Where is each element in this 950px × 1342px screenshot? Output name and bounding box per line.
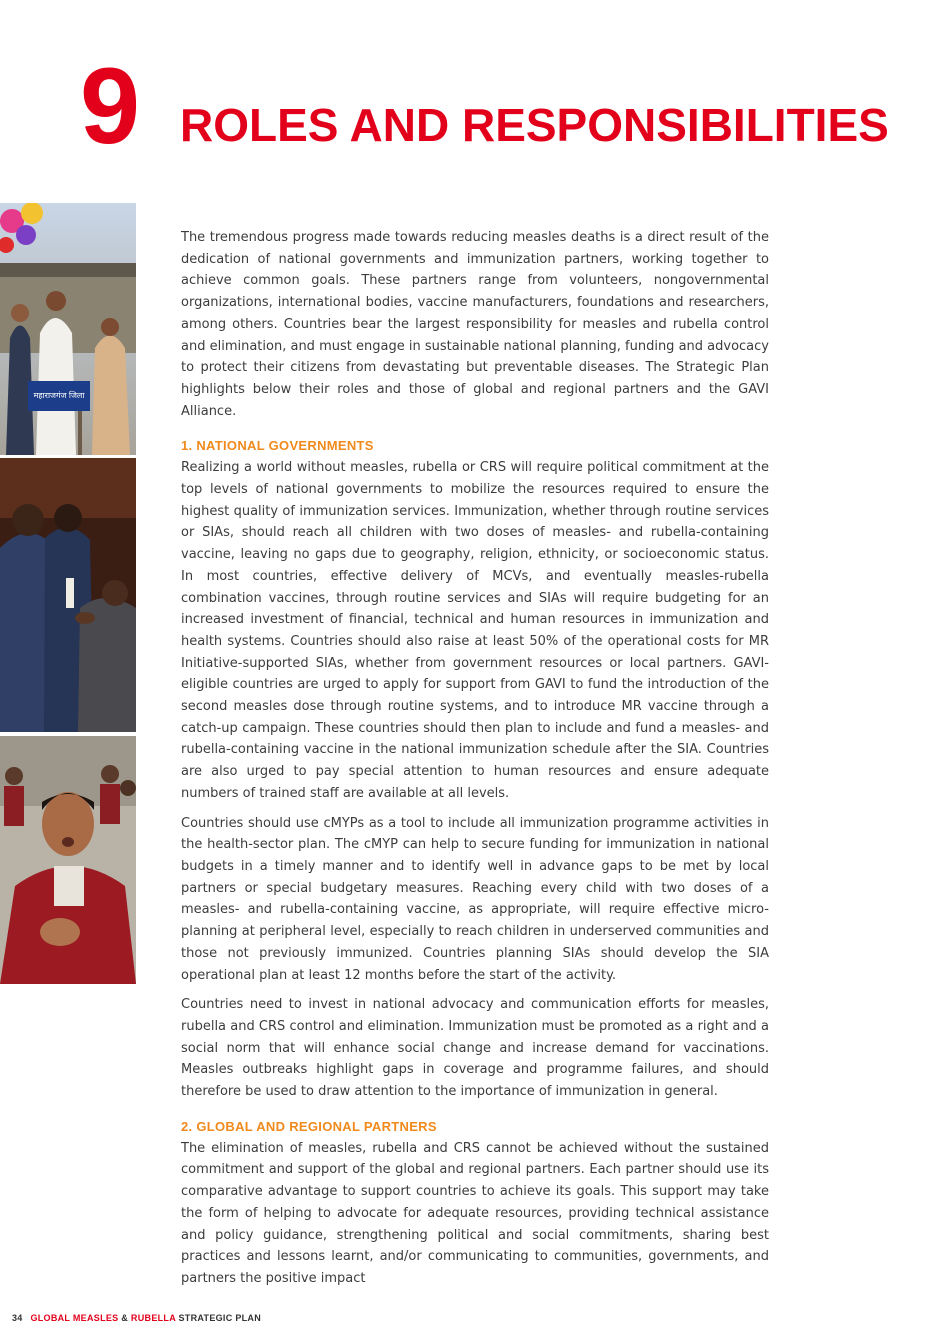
footer-title-part2: RUBELLA <box>130 1313 176 1323</box>
photo-officials-ceremony <box>0 203 136 455</box>
body-paragraph: The elimination of measles, rubella and CRS cannot be achieved without the sustained commitment and support of the global and regional partners. Each partner should use its comparative advantage to support countries to achieve its goals. This support may take the form of helping to advocate for adequate resources, providing technical assistance and policy guidance, strengthening political and social commitments, sharing best practices and lessons learnt, and/or communicating to communities, governments, and partners the positive impact <box>181 1140 769 1286</box>
chapter-title: ROLES AND RESPONSIBILITIES <box>180 99 889 151</box>
page-number: 34 <box>12 1313 23 1323</box>
page-footer <box>12 1313 261 1323</box>
footer-title-part3: STRATEGIC PLAN <box>178 1313 262 1323</box>
footer-title-part1: GLOBAL MEASLES <box>30 1313 119 1323</box>
intro-paragraph: The tremendous progress made towards reducing measles deaths is a direct result of the dedication of national governments and immunization partners, working together to achieve common goals. These partners range from volunteers, nongovernmental organizations, international bodies, vaccine manufacturers, foundations and researchers, among others. Countries bear the largest responsibility for measles and rubella control and elimination, and must engage in sustainable national planning, funding and advocacy to protect their citizens from devastating but preventable diseases. The Strategic Plan highlights below their roles and those of global and regional partners and the GAVI Alliance. <box>181 230 769 419</box>
body-paragraph: Countries should use cMYPs as a tool to include all immunization programme activities in the health-sector plan. The cMYP can help to secure funding for immunization in national budgets in a timely manner and to identify well in advance gaps to be met by local partners or special budgetary measures. Reaching every child with two doses of a measles- and rubella-containing vaccine, as appropriate, will require effective micro-planning at peripheral level, especially to reach children in underserved communities and those not previously immunized. Countries planning SIAs should develop the SIA operational plan at least 12 months before the start of the activity. <box>181 815 769 983</box>
chapter-number: 9 <box>80 45 139 166</box>
photo-dignitaries-handshake <box>0 458 136 732</box>
section-heading-national-governments: 1. NATIONAL GOVERNMENTS <box>181 438 374 454</box>
body-content <box>181 227 769 1298</box>
body-paragraph: Realizing a world without measles, rubella or CRS will require political commitment at the top levels of national governments to mobilize the resources required to ensure the highest quality of immunization services. Immunization, whether through routine services or SIAs, should reach all children with two doses of measles- and rubella-containing vaccine, leaving no gaps due to geography, religion, ethnicity, or socioeconomic status. In most countries, effective delivery of MCVs, and eventually measles-rubella combination vaccines, through routine services and SIAs will require budgeting for an increased investment of financial, technical and human resources in immunization and health systems. Countries should also raise at least 50% of the operational costs for MR Initiative-supported SIAs, whether from government resources or local partners. GAVI-eligible countries are urged to apply for support from GAVI to fund the introduction of the second measles dose through routine systems, and to introduce MR vaccine through a catch-up campaign. These countries should then plan to include and fund a measles- and rubella-containing vaccine in the national immunization schedule after the SIA. Countries are also urged to pay special attention to human resources and ensure adequate numbers of trained staff are available at all levels. <box>181 460 769 801</box>
footer-ampersand: & <box>121 1313 129 1323</box>
section-heading-global-partners: 2. GLOBAL AND REGIONAL PARTNERS <box>181 1118 437 1134</box>
photo-sign-text: महाराजगंज जिला <box>33 391 85 400</box>
body-paragraph: Countries need to invest in national advocacy and communication efforts for measles, rubella and CRS control and elimination. Immunization must be promoted as a right and a social norm that will enhance social change and increase demand for vaccinations. Measles outbreaks highlight gaps in coverage and programme failures, and should therefore be used to draw attention to the importance of immunization in general. <box>181 997 769 1100</box>
photo-schoolboy <box>0 736 136 984</box>
